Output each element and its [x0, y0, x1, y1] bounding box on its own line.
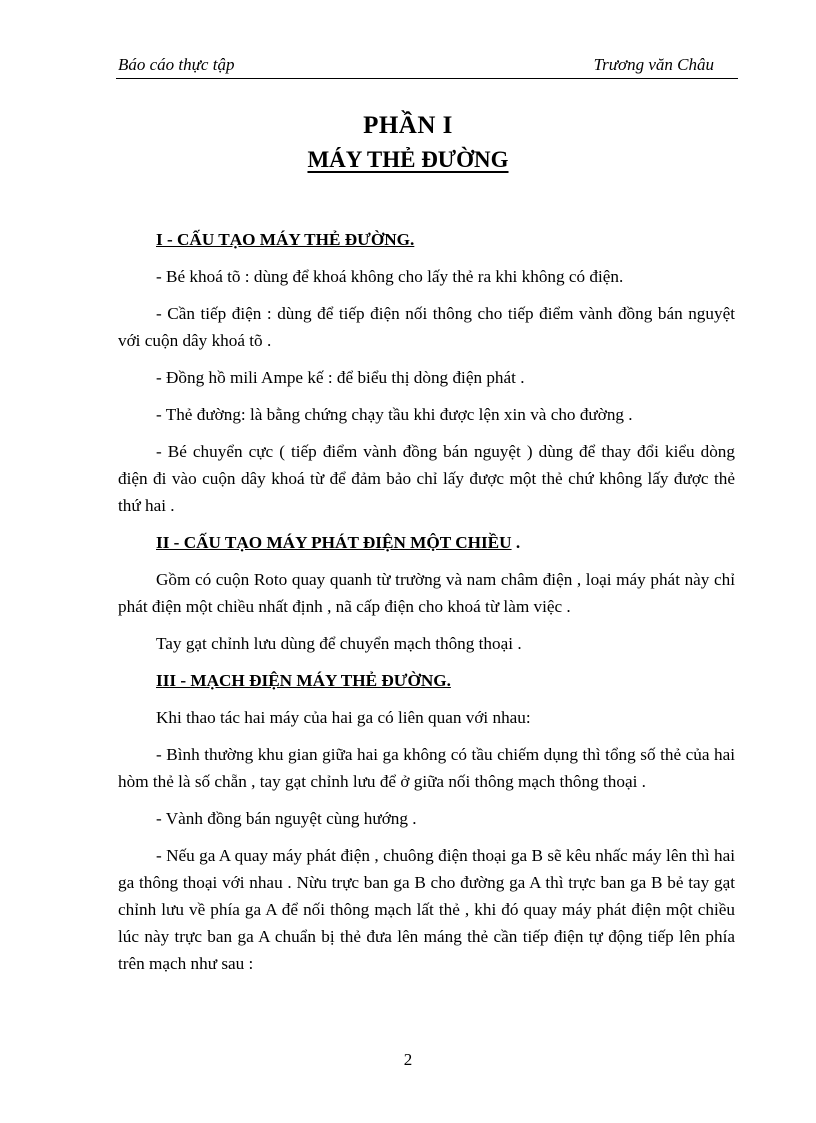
section-heading-1-text: I - CẤU TẠO MÁY THẺ ĐƯỜNG.: [156, 230, 415, 249]
part-title-text: MÁY THẺ ĐƯỜNG: [307, 147, 509, 172]
section-heading-2: [118, 529, 735, 556]
paragraph: Tay gạt chỉnh lưu dùng để chuyển mạch thông thoại .: [156, 634, 522, 653]
paragraph: - Cần tiếp điện : dùng để tiếp điện nối thông cho tiếp điểm vành đồng bán nguyệt với cuộn dây khoá tõ .: [118, 304, 735, 350]
section-heading-3: [118, 667, 735, 694]
page-number: 2: [403, 1050, 413, 1069]
part-title: [0, 147, 816, 173]
header-author: Trương văn Châu: [593, 55, 714, 74]
section-heading-2-text: II - CẤU TẠO MÁY PHÁT ĐIỆN MỘT CHIỀU: [156, 533, 512, 552]
paragraph: - Bé khoá tõ : dùng để khoá không cho lấy thẻ ra khi không có điện.: [156, 267, 624, 286]
paragraph: - Vành đồng bán nguyệt cùng hướng .: [156, 809, 417, 828]
section-heading-2-suffix: .: [511, 533, 521, 552]
section-heading-1: [118, 226, 735, 253]
paragraph: - Đồng hồ mili Ampe kế : để biểu thị dòng điện phát .: [156, 368, 525, 387]
paragraph: - Nếu ga A quay máy phát điện , chuông điện thoại ga B sẽ kêu nhấc máy lên thì hai ga thông thoại với nhau . Nừu trực ban ga B cho đường ga A thì trực ban ga B bẻ tay gạt chỉnh lưu về phía ga A để nối thông mạch lất thẻ , khi đó quay máy phát điện một chiều lúc này trực ban ga A chuẩn bị thẻ đưa lên máng thẻ cần tiếp điện tự động tiếp lên phía trên mạch như sau :: [118, 846, 735, 973]
paragraph: - Thẻ đường: là bằng chứng chạy tầu khi được lện xin và cho đường .: [156, 405, 633, 424]
section-heading-3-text: III - MẠCH ĐIỆN MÁY THẺ ĐƯỜNG.: [156, 671, 451, 690]
body-text: [118, 226, 735, 987]
paragraph: - Bé chuyển cực ( tiếp điểm vành đồng bán nguyệt ) dùng để thay đổi kiểu dòng điện đi vào cuộn dây khoá từ để đảm bảo chỉ lấy được một thẻ chứ không lấy được thẻ thứ hai .: [118, 442, 735, 515]
paragraph: - Bình thường khu gian giữa hai ga không có tầu chiếm dụng thì tổng số thẻ của hai hòm thẻ là số chẵn , tay gạt chỉnh lưu để ở giữa nối thông mạch thông thoại .: [118, 745, 735, 791]
part-number: PHẦN I: [363, 112, 453, 139]
header-report-title: Báo cáo thực tập: [118, 55, 235, 74]
paragraph: Khi thao tác hai máy của hai ga có liên quan với nhau:: [156, 708, 531, 727]
paragraph: Gồm có cuộn Roto quay quanh từ trường và nam châm điện , loại máy phát này chỉ phát điện một chiều nhất định , nã cấp điện cho khoá từ làm việc .: [118, 570, 735, 616]
running-header: [116, 52, 738, 79]
